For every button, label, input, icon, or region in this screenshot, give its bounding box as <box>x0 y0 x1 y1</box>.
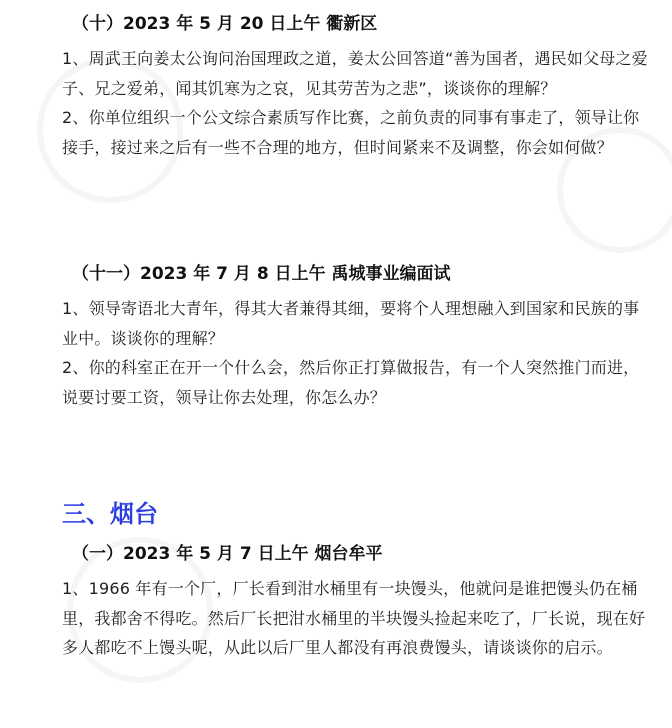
question-paragraph: 2、你单位组织一个公文综合素质写作比赛，之前负责的同事有事走了，领导让你接手，接过来之后有一些不合理的地方，但时间紧来不及调整，你会如何做？ <box>62 108 640 157</box>
subheading: （一）2023 年 5 月 7 日上午 烟台牟平 <box>72 544 383 564</box>
section-yantai <box>62 498 648 663</box>
question-paragraph: 1、领导寄语北大青年，得其大者兼得其细，要将个人理想融入到国家和民族的事业中。谈谈你的理解？ <box>62 299 640 348</box>
subheading: （十）2023 年 5 月 20 日上午 衢新区 <box>72 14 378 34</box>
subheading: （十一）2023 年 7 月 8 日上午 禹城事业编面试 <box>72 264 451 284</box>
block-10 <box>62 12 648 162</box>
question-paragraph: 1、1966 年有一个厂，厂长看到泔水桶里有一块馒头，他就问是谁把馒头仍在桶里，我都舍不得吃。然后厂长把泔水桶里的半块馒头捡起来吃了，厂长说，现在好多人都吃不上馒头呢，从此以后厂里人都没有再浪费馒头，请谈谈你的启示。 <box>62 579 646 657</box>
section-title: 三、烟台 <box>62 500 158 528</box>
block-11 <box>62 262 648 412</box>
question-paragraph: 2、你的科室正在开一个什么会，然后你正打算做报告，有一个人突然推门而进，说要讨要工资，领导让你去处理，你怎么办？ <box>62 358 640 407</box>
question-paragraph: 1、周武王向姜太公询问治国理政之道，姜太公回答道“善为国者，遇民如父母之爱子、兄之爱弟，闻其饥寒为之哀，见其劳苦为之悲”，谈谈你的理解？ <box>62 49 648 98</box>
